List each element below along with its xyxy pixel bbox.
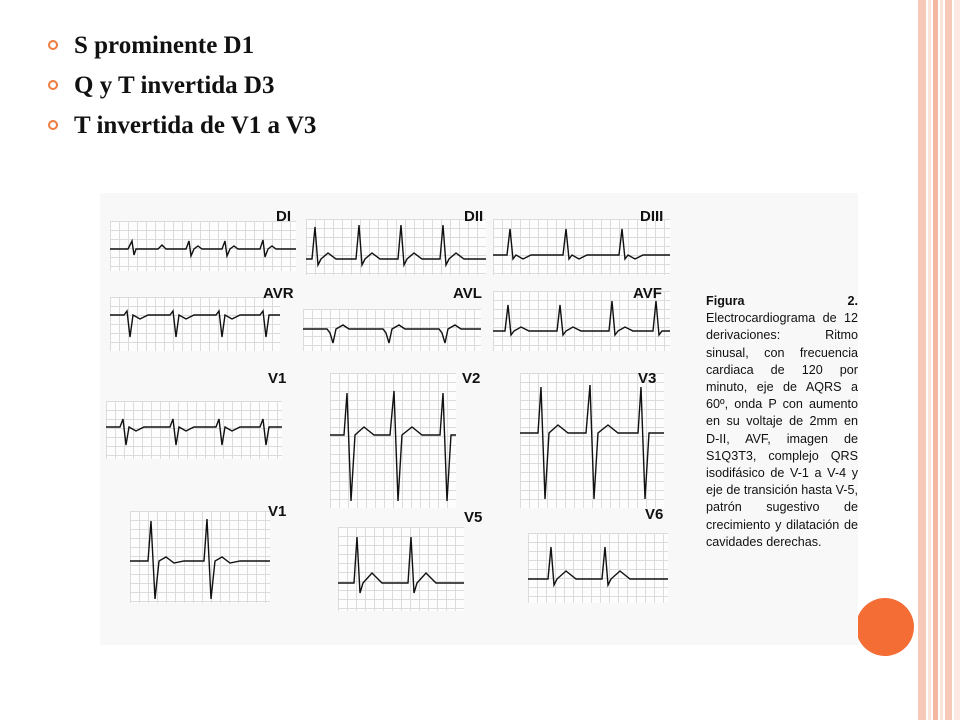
- lead-label-v5: V5: [464, 509, 483, 526]
- bullet-item: [44, 106, 316, 146]
- border-stripe: [933, 0, 938, 720]
- lead-label-v2: V2: [462, 370, 481, 387]
- bullet-item: [44, 26, 316, 66]
- ecg-strip-v5: [338, 527, 464, 611]
- lead-label-v1b: V1: [268, 503, 287, 520]
- bullet-text: Q y T invertida D3: [74, 72, 275, 99]
- border-stripe: [954, 0, 960, 720]
- lead-label-avl: AVL: [453, 285, 482, 302]
- figure-caption: [706, 293, 858, 551]
- bullet-text: T invertida de V1 a V3: [74, 112, 317, 139]
- ecg-strip-dii: [306, 219, 486, 275]
- ecg-figure: [100, 193, 858, 645]
- lead-label-di: DI: [276, 208, 291, 225]
- ecg-strip-diii: [493, 219, 670, 275]
- bullet-ring-icon: [48, 120, 58, 130]
- ecg-strip-v3: [520, 373, 664, 508]
- ecg-strip-v1b: [130, 511, 270, 603]
- bullet-ring-icon: [48, 40, 58, 50]
- lead-label-avr: AVR: [263, 285, 294, 302]
- ecg-strip-avr: [110, 297, 280, 351]
- lead-label-diii: DIII: [640, 208, 664, 225]
- lead-label-dii: DII: [464, 208, 484, 225]
- ecg-strip-avl: [303, 309, 481, 351]
- bullet-text: S prominente D1: [74, 32, 255, 59]
- border-stripe: [928, 0, 931, 720]
- decorative-orange-circle: [856, 598, 914, 656]
- lead-label-v3: V3: [638, 370, 657, 387]
- lead-label-v6: V6: [645, 506, 664, 523]
- lead-label-avf: AVF: [633, 285, 662, 302]
- border-stripe: [940, 0, 943, 720]
- caption-text: Electrocardiograma de 12 derivaciones: Ritmo sinusal, con frecuencia cardiaca de 120 por minuto, eje de AQRS a 60º, onda P con aumento en su voltaje de 2mm en D-II, AVF, imagen de S1Q3T3, complejo QRS isodifásico de V-1 a V-4 y eje de transición hasta V-5, patrón sugestivo de crecimiento y dilatación de cavidades derechas.: [706, 311, 858, 549]
- lead-label-v1a: V1: [268, 370, 287, 387]
- border-stripe: [945, 0, 952, 720]
- ecg-strip-di: [110, 221, 296, 271]
- ecg-strip-v6: [528, 533, 668, 603]
- caption-label: Figura 2.: [706, 294, 858, 308]
- border-stripe: [918, 0, 926, 720]
- bullet-list: [44, 26, 316, 146]
- ecg-strip-v1a: [106, 401, 282, 459]
- bullet-ring-icon: [48, 80, 58, 90]
- ecg-strip-v2: [330, 373, 456, 508]
- bullet-item: [44, 66, 316, 106]
